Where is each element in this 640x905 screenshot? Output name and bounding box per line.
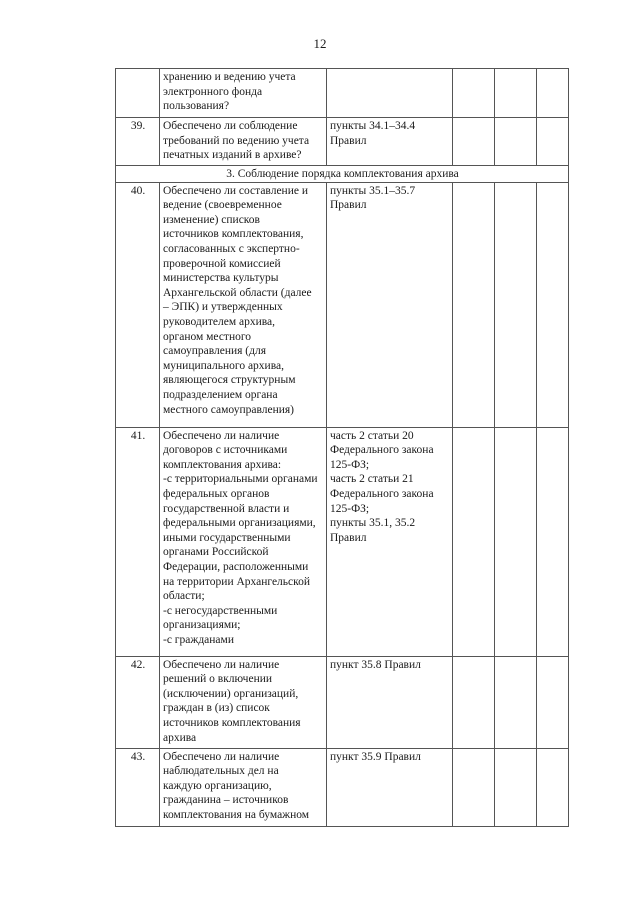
answer-yes-cell (453, 69, 495, 118)
question-cell-line: федеральными организациями, (163, 517, 316, 530)
question-cell-line: области; (163, 590, 205, 603)
question-cell-line: источников комплектования (163, 716, 301, 729)
question-cell-line: Обеспечено ли наличие (163, 750, 280, 763)
page-number: 12 (313, 36, 327, 51)
note-cell (537, 118, 569, 166)
question-cell (160, 748, 327, 826)
question-cell (160, 427, 327, 656)
row-number: 43. (116, 748, 160, 826)
reference-cell-line: 125-ФЗ; (330, 458, 370, 471)
question-cell-line: министерства культуры (163, 272, 279, 285)
question-cell-line: проверочной комиссией (163, 257, 281, 270)
question-cell-line: организациями; (163, 619, 241, 632)
reference-cell-line: часть 2 статьи 21 (330, 473, 414, 486)
question-cell-line: иными государственными (163, 531, 291, 544)
checklist-table (115, 68, 569, 827)
question-cell-line: печатных изданий в архиве? (163, 149, 302, 162)
row-number: 39. (116, 118, 160, 166)
question-cell-line: Федерации, расположенными (163, 560, 309, 573)
note-cell (537, 748, 569, 826)
question-cell-line: хранению и ведению учета (163, 71, 296, 83)
table-row (116, 118, 569, 166)
reference-cell-line: часть 2 статьи 20 (330, 429, 414, 442)
question-cell-line: органами Российской (163, 546, 269, 559)
question-cell-line: -с территориальными органами (163, 473, 318, 486)
answer-no-cell (495, 656, 537, 748)
reference-cell (327, 182, 453, 427)
question-cell-line: граждан в (из) список (163, 702, 270, 715)
reference-cell-line: пункты 35.1, 35.2 (330, 517, 416, 530)
question-cell (160, 656, 327, 748)
question-cell-line: требований по ведению учета (163, 134, 310, 147)
question-cell-line: комплектования на бумажном (163, 808, 310, 821)
reference-cell (327, 748, 453, 826)
question-cell-line: федеральных органов (163, 487, 270, 500)
question-cell-line: на территории Архангельской (163, 575, 311, 588)
question-cell-line: – ЭПК) и утвержденных (163, 301, 283, 314)
note-cell (537, 182, 569, 427)
question-cell-line: пользования? (163, 100, 230, 113)
question-cell-line: электронного фонда (163, 85, 263, 98)
answer-no-cell (495, 748, 537, 826)
row-number (116, 69, 160, 118)
question-cell-line: Обеспечено ли составление и (163, 184, 308, 197)
question-cell-line: являющегося структурным (163, 374, 296, 387)
answer-yes-cell (453, 748, 495, 826)
answer-no-cell (495, 182, 537, 427)
question-cell-line: ведение (своевременное (163, 199, 282, 212)
answer-yes-cell (453, 182, 495, 427)
answer-yes-cell (453, 118, 495, 166)
question-cell-line: Обеспечено ли наличие (163, 658, 280, 671)
question-cell-line: Обеспечено ли соблюдение (163, 120, 298, 132)
answer-yes-cell (453, 427, 495, 656)
answer-yes-cell (453, 656, 495, 748)
table-row (116, 656, 569, 748)
question-cell-line: каждую организацию, (163, 779, 272, 792)
answer-no-cell (495, 69, 537, 118)
reference-cell-line: Правил (330, 134, 367, 147)
reference-cell (327, 656, 453, 748)
question-cell-line: самоуправления (для (163, 345, 267, 358)
reference-cell (327, 69, 453, 118)
question-cell-line: наблюдательных дел на (163, 765, 279, 778)
reference-cell-line: пункт 35.8 Правил (330, 658, 421, 671)
question-cell-line: комплектования архива: (163, 458, 282, 471)
question-cell-line: архива (163, 731, 197, 744)
question-cell-line: руководителем архива, (163, 315, 276, 328)
row-number: 41. (116, 427, 160, 656)
reference-cell-line: 125-ФЗ; (330, 502, 370, 515)
question-cell-line: муниципального архива, (163, 359, 284, 372)
reference-cell (327, 118, 453, 166)
checklist-table-body (116, 69, 569, 827)
question-cell-line: источников комплектования, (163, 228, 304, 241)
row-number: 42. (116, 656, 160, 748)
question-cell (160, 118, 327, 166)
note-cell (537, 427, 569, 656)
answer-no-cell (495, 118, 537, 166)
reference-cell-line: Правил (330, 199, 367, 212)
table-row (116, 748, 569, 826)
question-cell-line: гражданина – источников (163, 794, 289, 807)
table-row (116, 182, 569, 427)
question-cell-line: -с гражданами (163, 633, 234, 646)
table-row (116, 69, 569, 118)
question-cell (160, 182, 327, 427)
question-cell-line: органом местного (163, 330, 252, 343)
question-cell-line: Архангельской области (далее (163, 286, 312, 299)
question-cell-line: Обеспечено ли наличие (163, 429, 280, 442)
reference-cell-line: Правил (330, 531, 367, 544)
note-cell (537, 656, 569, 748)
section-row (116, 166, 569, 183)
row-number: 40. (116, 182, 160, 427)
section-title: 3. Соблюдение порядка комплектования архива (116, 166, 569, 183)
reference-cell-line: Федерального закона (330, 487, 434, 500)
note-cell (537, 69, 569, 118)
question-cell-line: государственной власти и (163, 502, 290, 515)
question-cell-line: местного самоуправления) (163, 403, 295, 416)
question-cell-line: изменение) списков (163, 213, 260, 226)
question-cell-line: согласованных с экспертно- (163, 242, 300, 255)
reference-cell-line: пункт 35.9 Правил (330, 750, 421, 763)
reference-cell (327, 427, 453, 656)
question-cell (160, 69, 327, 118)
question-cell-line: (исключении) организаций, (163, 687, 299, 700)
reference-cell-line: пункты 35.1–35.7 (330, 184, 416, 197)
question-cell-line: решений о включении (163, 673, 273, 686)
table-row (116, 427, 569, 656)
question-cell-line: -с негосударственными (163, 604, 278, 617)
answer-no-cell (495, 427, 537, 656)
question-cell-line: подразделением органа (163, 388, 278, 401)
question-cell-line: договоров с источниками (163, 444, 288, 457)
reference-cell-line: пункты 34.1–34.4 (330, 120, 416, 132)
reference-cell-line: Федерального закона (330, 444, 434, 457)
